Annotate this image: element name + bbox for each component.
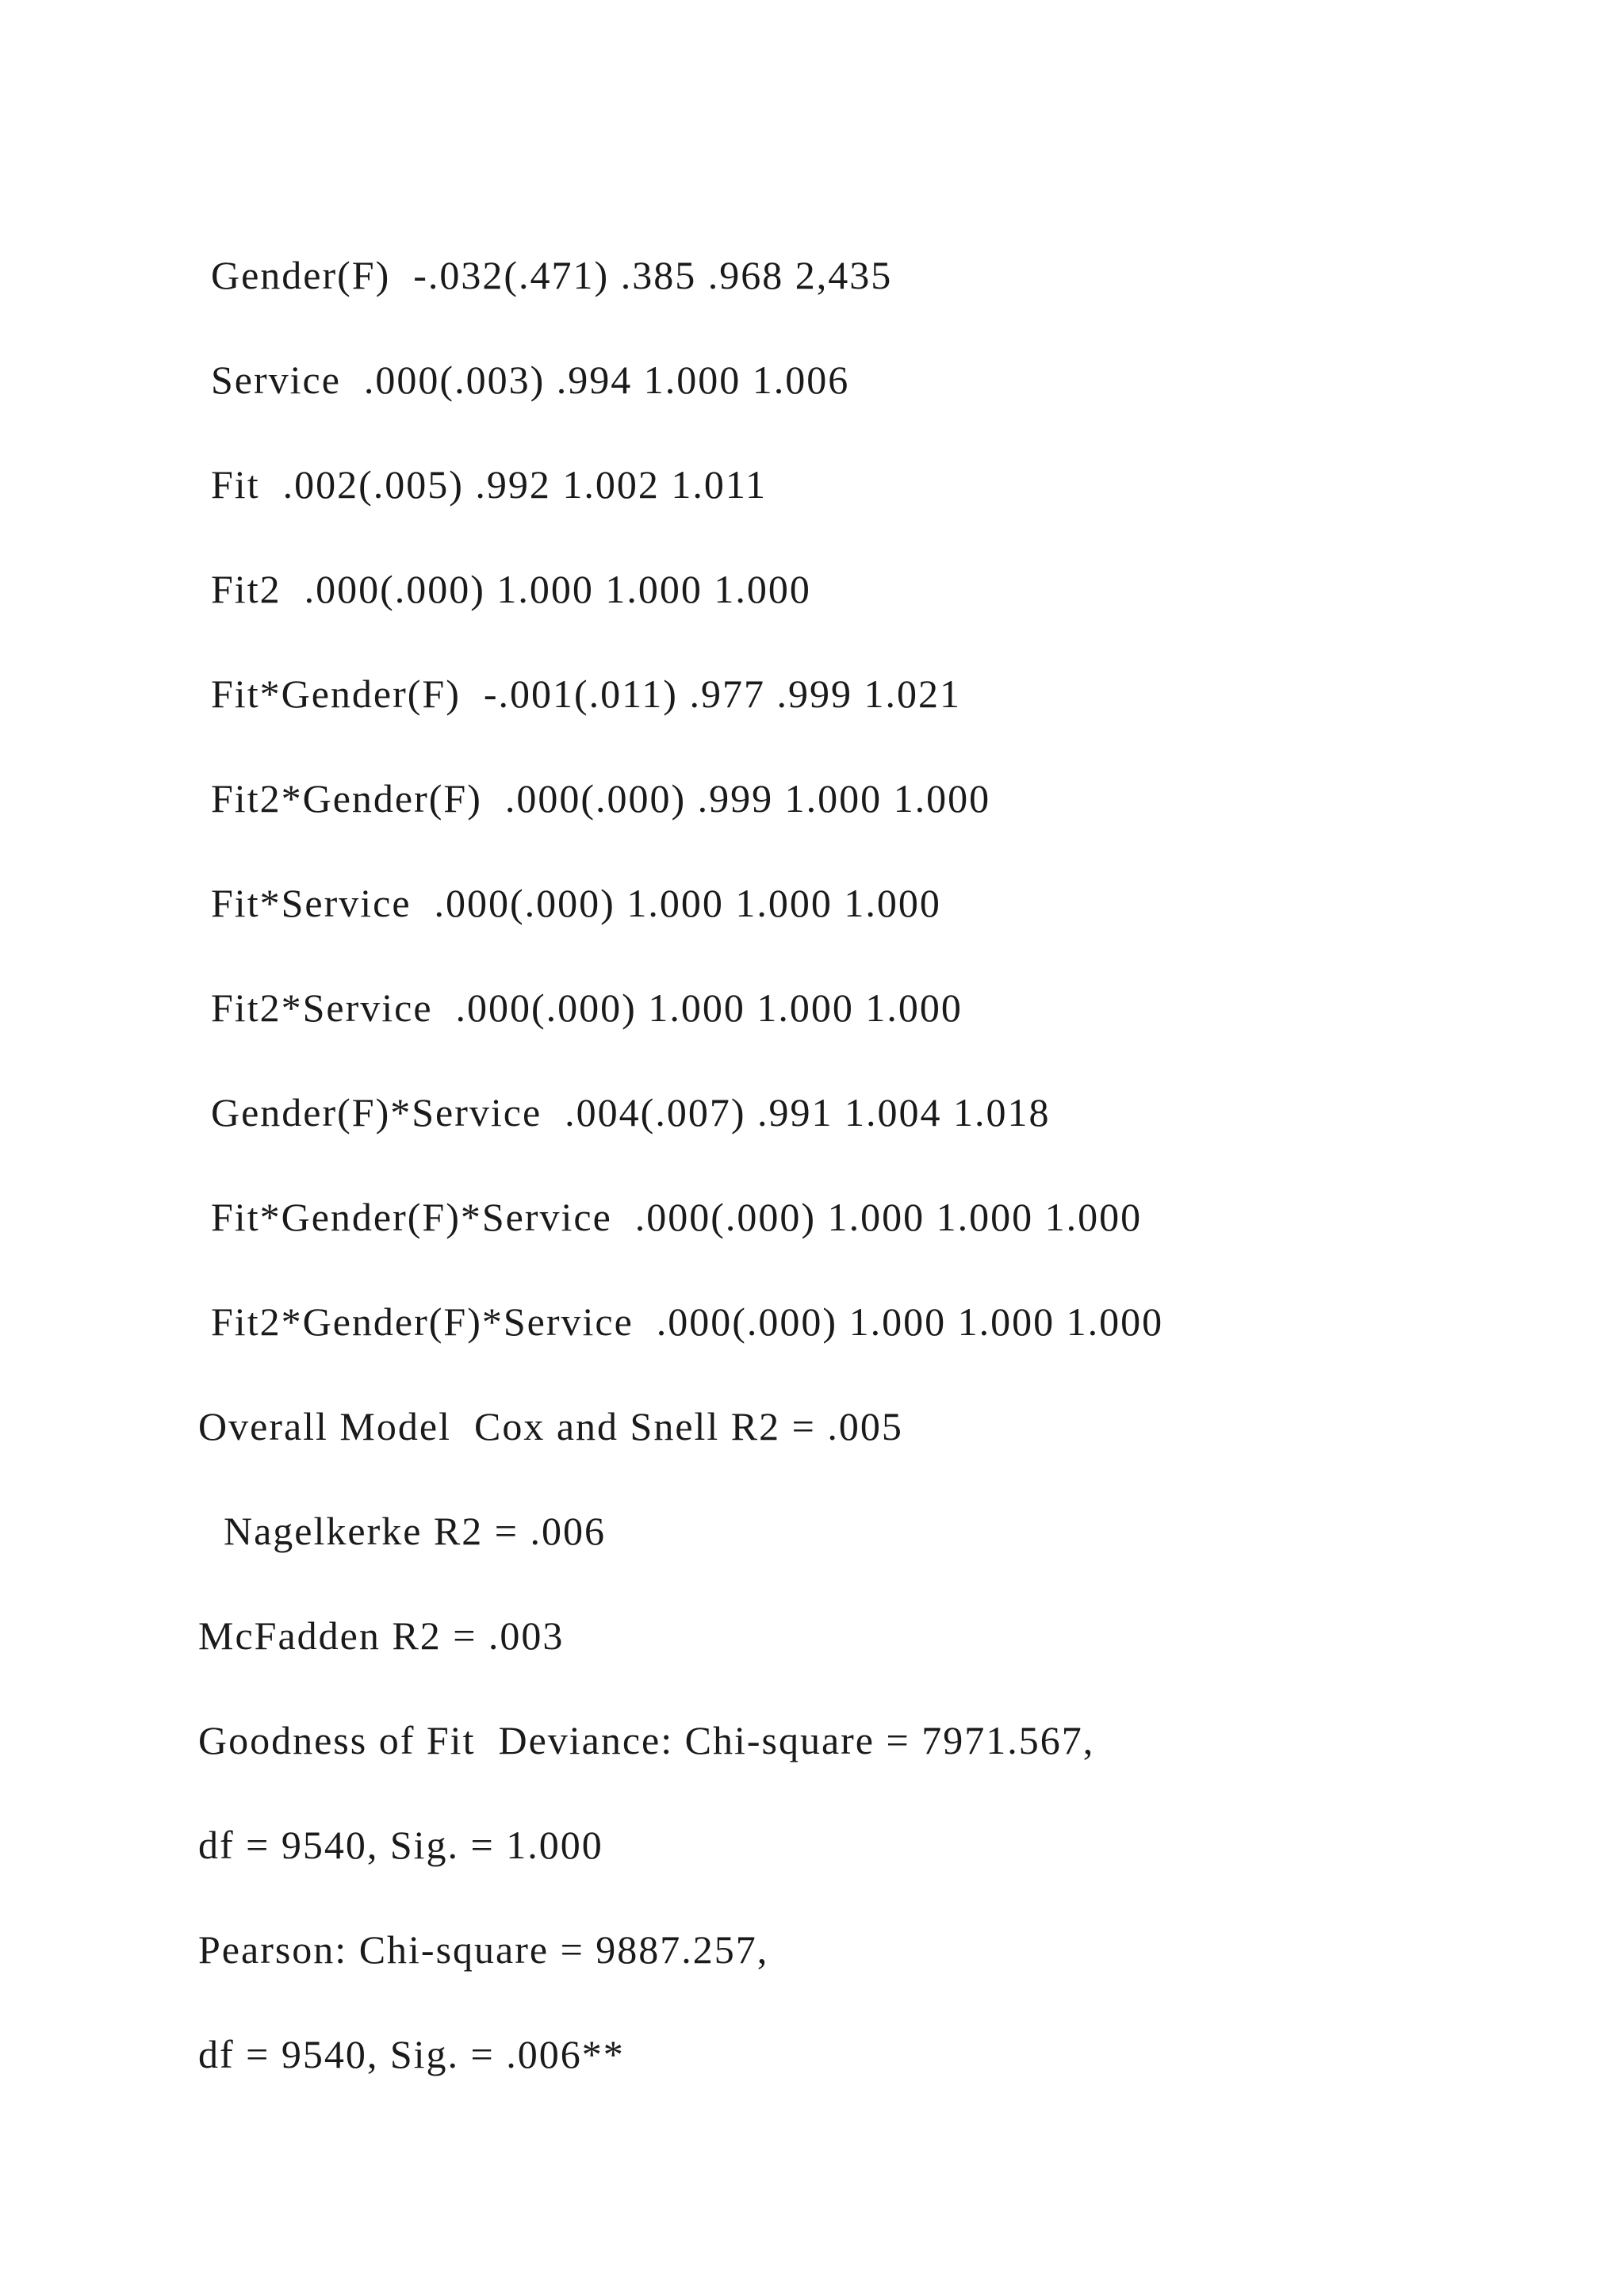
- goodness-of-fit-deviance: Goodness of Fit Deviance: Chi-square = 7971.567,: [198, 1718, 1095, 1762]
- coefficient-row-fit2-gender-service: Fit2*Gender(F)*Service .000(.000) 1.000 1.000 1.000: [211, 1299, 1164, 1344]
- coefficient-row-fit2-gender: Fit2*Gender(F) .000(.000) .999 1.000 1.000: [211, 776, 991, 821]
- coefficient-row-service: Service .000(.003) .994 1.000 1.006: [211, 358, 850, 402]
- coefficient-row-fit-gender-service: Fit*Gender(F)*Service .000(.000) 1.000 1.000 1.000: [211, 1195, 1143, 1239]
- coefficient-row-fit-service: Fit*Service .000(.000) 1.000 1.000 1.000: [211, 881, 941, 925]
- coefficient-row-fit2: Fit2 .000(.000) 1.000 1.000 1.000: [211, 567, 811, 611]
- goodness-of-fit-pearson: Pearson: Chi-square = 9887.257,: [198, 1927, 769, 1972]
- goodness-of-fit-pearson-df: df = 9540, Sig. = .006**: [198, 2032, 625, 2076]
- coefficient-row-gender-service: Gender(F)*Service .004(.007) .991 1.004 1.018: [211, 1090, 1051, 1135]
- coefficient-row-fit: Fit .002(.005) .992 1.002 1.011: [211, 462, 768, 507]
- overall-model-cox-snell: Overall Model Cox and Snell R2 = .005: [198, 1404, 903, 1448]
- overall-model-nagelkerke: Nagelkerke R2 = .006: [224, 1509, 606, 1553]
- goodness-of-fit-deviance-df: df = 9540, Sig. = 1.000: [198, 1823, 603, 1867]
- coefficient-row-fit2-service: Fit2*Service .000(.000) 1.000 1.000 1.000: [211, 985, 963, 1030]
- coefficient-row-fit-gender: Fit*Gender(F) -.001(.011) .977 .999 1.021: [211, 672, 961, 716]
- coefficient-row-gender: Gender(F) -.032(.471) .385 .968 2,435: [211, 253, 893, 297]
- overall-model-mcfadden: McFadden R2 = .003: [198, 1613, 565, 1658]
